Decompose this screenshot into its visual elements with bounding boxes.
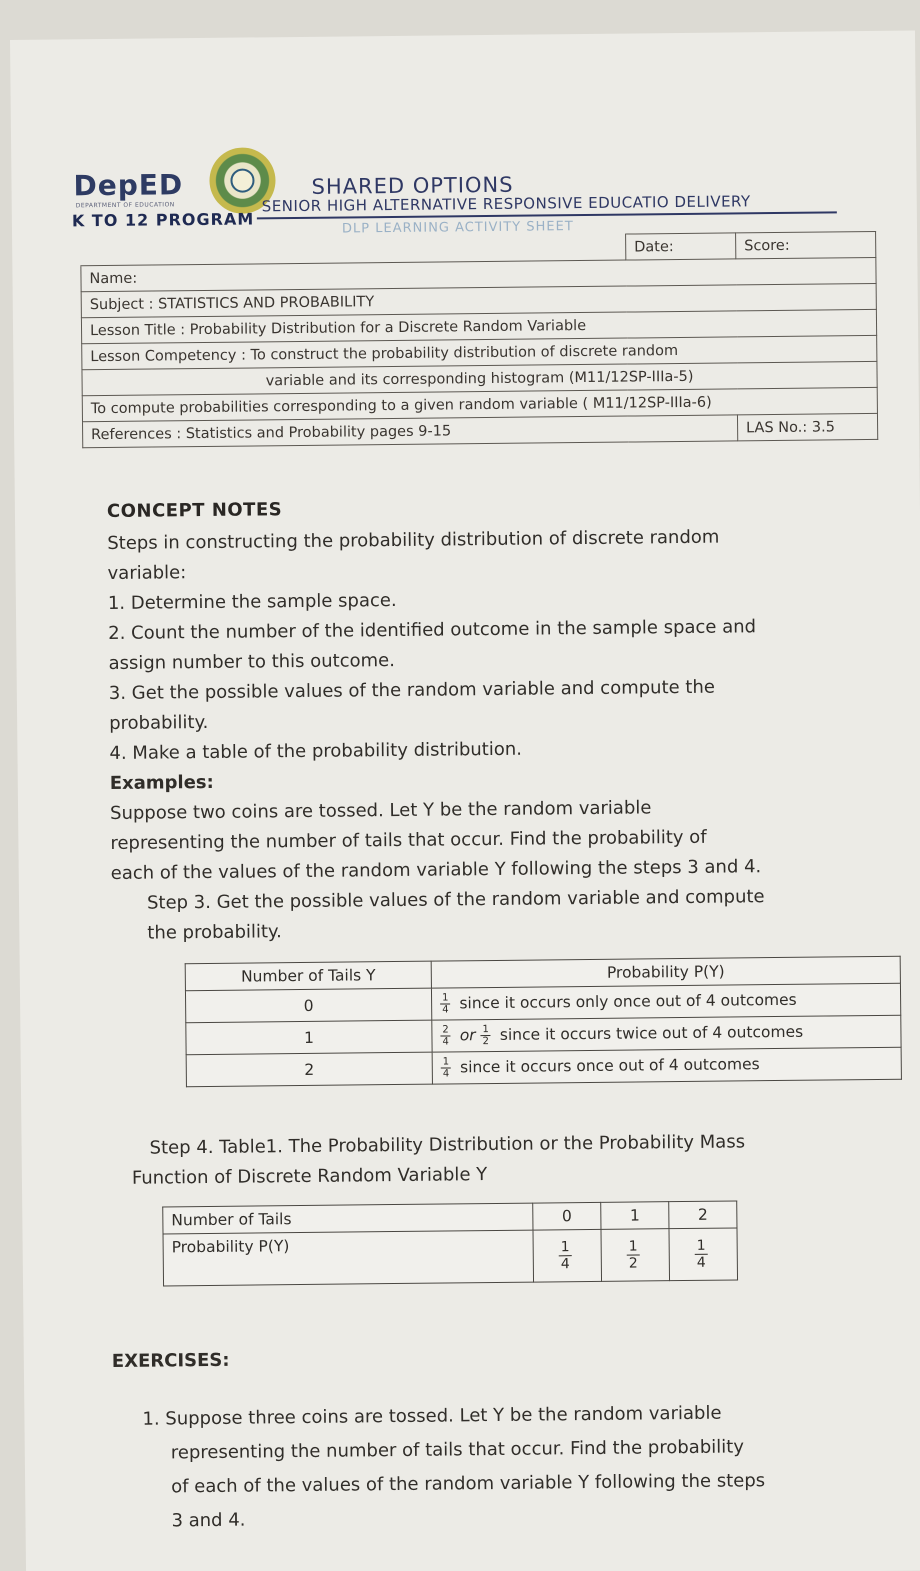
- or-text: or: [459, 1026, 476, 1045]
- fraction: [695, 1238, 708, 1271]
- probability-cell: [432, 1015, 901, 1052]
- y-value: 1: [186, 1020, 432, 1055]
- step1: 1. Determine the sample space.: [107, 589, 397, 615]
- concept-intro: [107, 521, 851, 949]
- shared-options-title: SHARED OPTIONS: [311, 172, 514, 199]
- denominator: 2: [482, 1036, 490, 1048]
- intro-line2: variable:: [107, 562, 187, 585]
- numerator: 1: [627, 1238, 640, 1255]
- denominator: 4: [560, 1256, 570, 1273]
- fraction: [440, 992, 451, 1015]
- info-table: [80, 231, 878, 448]
- probability-cell: [432, 1047, 901, 1084]
- denominator: 4: [442, 1004, 449, 1016]
- exercise-line4: 3 and 4.: [171, 1509, 246, 1532]
- denominator: 4: [442, 1036, 449, 1048]
- step3-intro-line2: the probability.: [147, 921, 282, 944]
- probability-text: since it occurs once out of 4 outcomes: [460, 1055, 760, 1077]
- value-cell: 1: [601, 1202, 669, 1230]
- exercises-heading: EXERCISES:: [111, 1349, 230, 1373]
- fraction: [441, 1056, 452, 1079]
- distribution-table: [162, 1200, 738, 1286]
- table-row: [186, 1047, 901, 1086]
- step2-line2: assign number to this outcome.: [108, 650, 396, 675]
- subject-label: Subject : STATISTICS AND PROBABILITY: [81, 283, 876, 317]
- seal-center-icon: [230, 168, 254, 192]
- intro-line1: Steps in constructing the probability distribution of discrete random: [107, 526, 720, 555]
- table-row: [163, 1228, 738, 1286]
- step3-intro-line1: Step 3. Get the possible values of the random variable and compute: [146, 886, 765, 914]
- prob-cell: [601, 1229, 670, 1282]
- score-cell: Score:: [736, 231, 876, 258]
- example-line2: representing the number of tails that occur. Find the probability of: [110, 826, 707, 854]
- header-probability: Probability P(Y): [431, 956, 900, 988]
- numerator: 1: [559, 1239, 572, 1256]
- fraction: [627, 1238, 640, 1271]
- denominator: 4: [696, 1254, 706, 1271]
- exercise-line1: 1. Suppose three coins are tossed. Let Y be the random variable: [142, 1402, 722, 1430]
- y-value: 0: [185, 988, 431, 1023]
- fraction: [440, 1024, 451, 1047]
- las-number: LAS No.: 3.5: [737, 413, 877, 440]
- probability-table: [185, 956, 902, 1087]
- fraction: [559, 1239, 572, 1272]
- lesson-title: Lesson Title : Probability Distribution for a Discrete Random Variable: [81, 309, 876, 343]
- fraction: [480, 1024, 491, 1047]
- tails-label: Number of Tails: [163, 1203, 533, 1234]
- value-cell: 0: [533, 1202, 601, 1230]
- numerator: 1: [695, 1238, 708, 1255]
- numerator: 1: [440, 992, 451, 1004]
- step4-caption: [131, 1126, 872, 1194]
- probability-text: since it occurs twice out of 4 outcomes: [499, 1022, 804, 1044]
- y-value: 2: [186, 1052, 432, 1087]
- step3-line2: probability.: [109, 711, 209, 734]
- numerator: 1: [441, 1056, 452, 1068]
- denominator: 4: [442, 1068, 450, 1080]
- example-line1: Suppose two coins are tossed. Let Y be the random variable: [109, 797, 652, 824]
- prob-cell: [533, 1229, 602, 1282]
- deped-subtitle: DEPARTMENT OF EDUCATION: [75, 201, 175, 210]
- activity-sheet: [10, 31, 920, 1571]
- concept-notes-heading: CONCEPT NOTES: [106, 499, 283, 523]
- senior-high-title: SENIOR HIGH ALTERNATIVE RESPONSIVE EDUCATIO DELIVERY: [261, 192, 751, 216]
- competency-line3: To compute probabilities corresponding to a given random variable ( M11/12SP-IIIa-6): [82, 387, 877, 421]
- probability-label: Probability P(Y): [163, 1230, 534, 1286]
- step3-line1: 3. Get the possible values of the random variable and compute the: [108, 676, 716, 705]
- references-label: References : Statistics and Probability pages 9-15: [83, 415, 738, 448]
- numerator: 1: [480, 1024, 491, 1036]
- dlp-title: DLP LEARNING ACTIVITY SHEET: [341, 219, 574, 237]
- exercise-line3: of each of the values of the random variable Y following the steps: [171, 1470, 766, 1498]
- step4-line1: Step 4. Table1. The Probability Distribution or the Probability Mass: [149, 1131, 746, 1159]
- exercise-line2: representing the number of tails that occur. Find the probability: [170, 1436, 745, 1464]
- value-cell: 2: [669, 1201, 737, 1229]
- examples-heading: Examples:: [109, 771, 214, 794]
- prob-cell: [669, 1228, 738, 1281]
- exercise-1: [142, 1395, 883, 1539]
- competency-line1: Lesson Competency : To construct the probability distribution of discrete random: [82, 335, 877, 369]
- example-line3: each of the values of the random variable Y following the steps 3 and 4.: [110, 856, 762, 884]
- k12-program: K TO 12 PROGRAM: [71, 209, 255, 231]
- numerator: 2: [440, 1024, 451, 1036]
- header-tails: Number of Tails Y: [185, 961, 431, 991]
- probability-text: since it occurs only once out of 4 outcomes: [459, 990, 797, 1013]
- step4-line2: Function of Discrete Random Variable Y: [131, 1164, 488, 1189]
- deped-logo: DepED: [73, 168, 184, 203]
- denominator: 2: [628, 1255, 638, 1272]
- probability-cell: [431, 983, 900, 1020]
- name-label: Name:: [81, 257, 876, 291]
- step2-line1: 2. Count the number of the identified outcome in the sample space and: [108, 616, 757, 645]
- competency-line2: variable and its corresponding histogram (M11/12SP-IIIa-5): [82, 361, 877, 395]
- date-cell: Date:: [626, 233, 736, 260]
- step4: 4. Make a table of the probability distribution.: [109, 738, 523, 764]
